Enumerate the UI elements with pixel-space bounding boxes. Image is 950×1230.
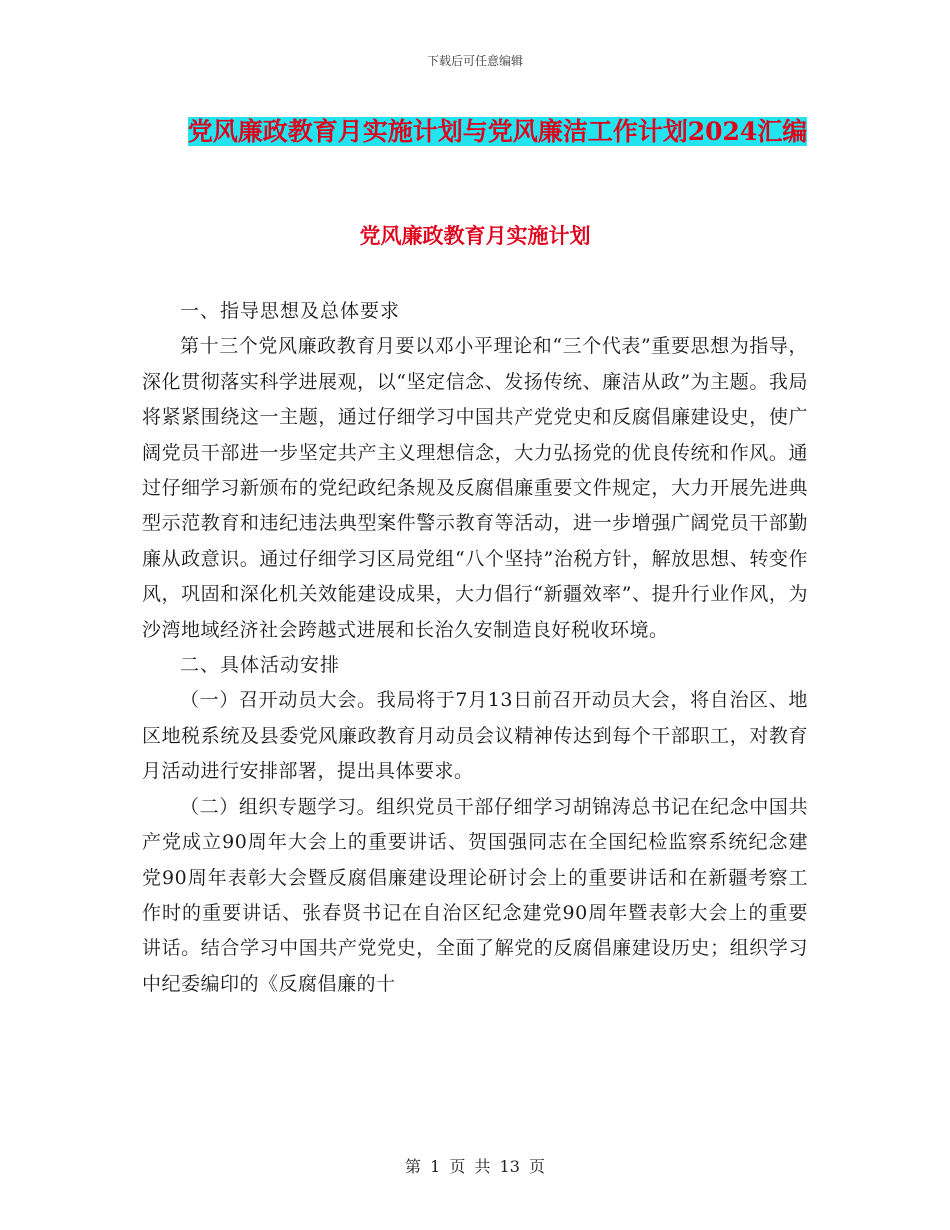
heading-guiding-ideology: 一、指导思想及总体要求 [180, 300, 401, 322]
heading-activity-arrangement: 二、具体活动安排 [180, 654, 341, 677]
section-title: 党风廉政教育月实施计划 [359, 223, 591, 248]
page-footer: 第 1 页 共 13 页 [405, 1157, 545, 1176]
paragraph-guiding-ideology: 第十三个党风廉政教育月要以邓小平理论和“三个代表”重要思想为指导，深化贯彻落实科学进展观，以“坚定信念、发扬传统、廉洁从政”为主题。我局将紧紧围绕这一主题，通过仔细学习中国共产党党史和反腐倡廉建设史，使广阔党员干部进一步坚定共产主义理想信念，大力弘扬党的优良传统和作风。通过仔细学习新颁布的党纪政纪条规及反腐倡廉重要文件规定，大力开展先进典型示范教育和违纪违法典型案件警示教育等活动，进一步增强广阔党员干部勤廉从政意识。通过仔细学习区局党组“八个坚持”治税方针，解放思想、转变作风，巩固和深化机关效能建设成果，大力倡行“新疆效率”、提升行业作风，为沙湾地域经济社会跨越式进展和长治久安制造良好税收环境。 [142, 335, 808, 641]
paragraph-mobilization-meeting: （一）召开动员大会。我局将于7月13日前召开动员大会，将自治区、地区地税系统及县委党风廉政教育月动员会议精神传达到每个干部职工，对教育月活动进行安排部署，提出具体要求。 [142, 689, 808, 783]
paragraph-special-study: （二）组织专题学习。组织党员干部仔细学习胡锦涛总书记在纪念中国共产党成立90周年大会上的重要讲话、贺国强同志在全国纪检监察系统纪念建党90周年表彰大会暨反腐倡廉建设理论研讨会上的重要讲话和在新疆考察工作时的重要讲话、张春贤书记在自治区纪念建党90周年暨表彰大会上的重要讲话。结合学习中国共产党党史，全面了解党的反腐倡廉建设历史；组织学习中纪委编印的《反腐倡廉的十 [142, 795, 808, 995]
document-title-text: 党风廉政教育月实施计划与党风廉洁工作计划2024汇编 [187, 117, 808, 146]
header-note: 下载后可任意编辑 [426, 54, 523, 68]
document-title [185, 110, 810, 154]
document-body [142, 294, 808, 1002]
